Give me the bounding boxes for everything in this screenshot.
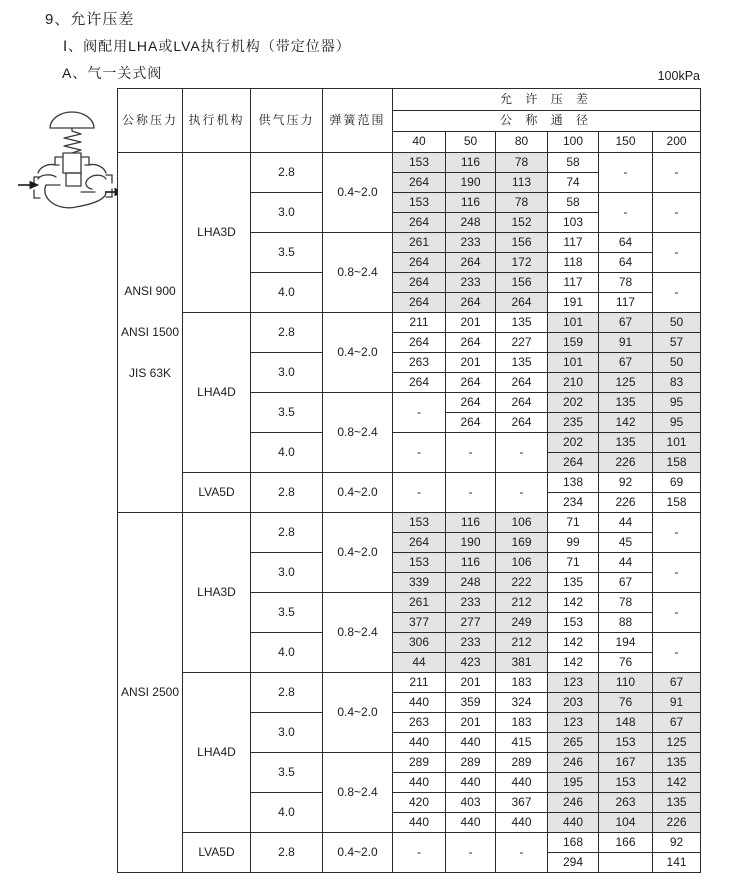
value-cell: 261 <box>393 593 446 613</box>
value-cell: 263 <box>393 713 446 733</box>
valve-diagram <box>10 95 125 220</box>
value-cell: - <box>446 433 496 473</box>
supply-pressure-cell: 2.8 <box>251 833 323 873</box>
value-cell: 246 <box>548 793 599 813</box>
pressure-table <box>117 88 701 873</box>
value-cell: 264 <box>393 293 446 313</box>
supply-pressure-cell: 3.5 <box>251 393 323 433</box>
value-cell: 440 <box>393 733 446 753</box>
value-cell: - <box>393 433 446 473</box>
value-cell: 381 <box>496 653 548 673</box>
value-cell: 116 <box>446 153 496 173</box>
value-cell: 212 <box>496 593 548 613</box>
value-cell: 153 <box>599 733 653 753</box>
value-cell: 95 <box>653 413 701 433</box>
value-cell: 226 <box>599 453 653 473</box>
value-cell: - <box>653 513 701 553</box>
value-cell: 153 <box>548 613 599 633</box>
value-cell: 135 <box>548 573 599 593</box>
value-cell: 64 <box>599 253 653 273</box>
value-cell: 58 <box>548 153 599 173</box>
value-cell: 367 <box>496 793 548 813</box>
value-cell: 159 <box>548 333 599 353</box>
supply-pressure-cell: 3.0 <box>251 553 323 593</box>
header-actuator: 执行机构 <box>183 89 251 153</box>
value-cell: 101 <box>548 353 599 373</box>
value-cell: 57 <box>653 333 701 353</box>
value-cell: 339 <box>393 573 446 593</box>
value-cell: 125 <box>653 733 701 753</box>
header-nominal-diameter: 公 称 通 径 <box>393 111 701 132</box>
spring-range-cell: 0.8~2.4 <box>323 593 393 673</box>
pressure-class-cell <box>118 153 183 513</box>
value-cell: 194 <box>599 633 653 653</box>
value-cell: 440 <box>446 813 496 833</box>
value-cell: 138 <box>548 473 599 493</box>
value-cell: 142 <box>548 593 599 613</box>
value-cell: 106 <box>496 513 548 533</box>
supply-pressure-cell: 2.8 <box>251 673 323 713</box>
value-cell: - <box>599 153 653 193</box>
value-cell: 135 <box>496 353 548 373</box>
value-cell: 106 <box>496 553 548 573</box>
value-cell: 264 <box>496 413 548 433</box>
supply-pressure-cell: 4.0 <box>251 433 323 473</box>
value-cell: 289 <box>446 753 496 773</box>
value-cell: 113 <box>496 173 548 193</box>
actuator-cell: LHA4D <box>183 313 251 473</box>
value-cell: 78 <box>599 273 653 293</box>
supply-pressure-cell: 3.5 <box>251 233 323 273</box>
value-cell: 183 <box>496 673 548 693</box>
header-size-100: 100 <box>548 132 599 153</box>
value-cell: 440 <box>446 773 496 793</box>
value-cell: 233 <box>446 593 496 613</box>
value-cell: 152 <box>496 213 548 233</box>
value-cell: 264 <box>393 253 446 273</box>
pressure-class-label: ANSI 2500 <box>120 685 180 699</box>
value-cell: 264 <box>393 273 446 293</box>
value-cell: 264 <box>496 373 548 393</box>
value-cell: 195 <box>548 773 599 793</box>
pressure-class-label: JIS 63K <box>128 366 172 380</box>
value-cell: 201 <box>446 313 496 333</box>
value-cell: 44 <box>599 513 653 533</box>
value-cell: 167 <box>599 753 653 773</box>
value-cell: 227 <box>496 333 548 353</box>
value-cell: 45 <box>599 533 653 553</box>
value-cell: 212 <box>496 633 548 653</box>
value-cell: - <box>446 473 496 513</box>
value-cell: 202 <box>548 433 599 453</box>
value-cell: 211 <box>393 673 446 693</box>
value-cell: 264 <box>446 253 496 273</box>
value-cell: - <box>496 473 548 513</box>
header-size-50: 50 <box>446 132 496 153</box>
value-cell: 169 <box>496 533 548 553</box>
value-cell: 44 <box>393 653 446 673</box>
value-cell: 264 <box>446 393 496 413</box>
value-cell: 67 <box>599 573 653 593</box>
spring-range-cell: 0.4~2.0 <box>323 313 393 393</box>
supply-pressure-cell: 2.8 <box>251 313 323 353</box>
value-cell: 264 <box>393 533 446 553</box>
unit-label: 100kPa <box>657 69 700 83</box>
supply-pressure-cell: 2.8 <box>251 513 323 553</box>
value-cell: 264 <box>548 453 599 473</box>
pressure-class-label: ANSI 1500 <box>120 325 180 339</box>
value-cell: 289 <box>393 753 446 773</box>
value-cell: 289 <box>496 753 548 773</box>
actuator-cell: LVA5D <box>183 473 251 513</box>
air-to-close-valve-icon <box>10 95 125 220</box>
value-cell <box>599 853 653 873</box>
value-cell: - <box>599 193 653 233</box>
actuator-cell: LVA5D <box>183 833 251 873</box>
value-cell: 67 <box>653 713 701 733</box>
value-cell: 294 <box>548 853 599 873</box>
value-cell: 440 <box>393 773 446 793</box>
actuator-cell: LHA4D <box>183 673 251 833</box>
value-cell: 264 <box>446 413 496 433</box>
value-cell: 91 <box>653 693 701 713</box>
spring-range-cell: 0.8~2.4 <box>323 393 393 473</box>
value-cell: 142 <box>548 633 599 653</box>
value-cell: 156 <box>496 273 548 293</box>
header-supply-pressure: 供气压力 <box>251 89 323 153</box>
supply-pressure-cell: 3.5 <box>251 593 323 633</box>
value-cell: 246 <box>548 753 599 773</box>
value-cell: 67 <box>599 313 653 333</box>
value-cell: 148 <box>599 713 653 733</box>
value-cell: 191 <box>548 293 599 313</box>
value-cell: 135 <box>653 753 701 773</box>
value-cell: 201 <box>446 713 496 733</box>
value-cell: 141 <box>653 853 701 873</box>
header-size-40: 40 <box>393 132 446 153</box>
value-cell: 233 <box>446 233 496 253</box>
value-cell: 118 <box>548 253 599 273</box>
header-size-200: 200 <box>653 132 701 153</box>
value-cell: 67 <box>653 673 701 693</box>
value-cell: 78 <box>496 193 548 213</box>
value-cell: 50 <box>653 353 701 373</box>
value-cell: 190 <box>446 533 496 553</box>
pressure-class-cell <box>118 513 183 873</box>
value-cell: 58 <box>548 193 599 213</box>
value-cell: 263 <box>599 793 653 813</box>
value-cell: 264 <box>446 333 496 353</box>
value-cell: 403 <box>446 793 496 813</box>
value-cell: 172 <box>496 253 548 273</box>
supply-pressure-cell: 4.0 <box>251 633 323 673</box>
spring-range-cell: 0.4~2.0 <box>323 153 393 233</box>
supply-pressure-cell: 3.0 <box>251 193 323 233</box>
value-cell: 78 <box>496 153 548 173</box>
supply-pressure-cell: 2.8 <box>251 473 323 513</box>
value-cell: 67 <box>599 353 653 373</box>
value-cell: - <box>653 273 701 313</box>
value-cell: 249 <box>496 613 548 633</box>
value-cell: 117 <box>548 273 599 293</box>
value-cell: 211 <box>393 313 446 333</box>
value-cell: 248 <box>446 213 496 233</box>
value-cell: 222 <box>496 573 548 593</box>
value-cell: 91 <box>599 333 653 353</box>
value-cell: 153 <box>393 153 446 173</box>
value-cell: 265 <box>548 733 599 753</box>
value-cell: 123 <box>548 673 599 693</box>
spring-range-cell: 0.4~2.0 <box>323 473 393 513</box>
page-subtitle-valve-type: A、气一关式阀 <box>62 65 163 81</box>
value-cell: 142 <box>599 413 653 433</box>
supply-pressure-cell: 3.0 <box>251 713 323 753</box>
value-cell: - <box>653 233 701 273</box>
value-cell: 153 <box>393 553 446 573</box>
header-allowable-dp: 允 许 压 差 <box>393 89 701 111</box>
value-cell: 440 <box>496 773 548 793</box>
value-cell: 117 <box>599 293 653 313</box>
value-cell: 264 <box>496 293 548 313</box>
value-cell: 156 <box>496 233 548 253</box>
spring-range-cell: 0.8~2.4 <box>323 233 393 313</box>
value-cell: 158 <box>653 453 701 473</box>
value-cell: 261 <box>393 233 446 253</box>
value-cell: 201 <box>446 673 496 693</box>
value-cell: 190 <box>446 173 496 193</box>
value-cell: 263 <box>393 353 446 373</box>
pressure-class-label: ANSI 900 <box>124 284 176 298</box>
value-cell: 440 <box>548 813 599 833</box>
value-cell: 103 <box>548 213 599 233</box>
value-cell: 277 <box>446 613 496 633</box>
value-cell: 168 <box>548 833 599 853</box>
value-cell: 83 <box>653 373 701 393</box>
supply-pressure-cell: 4.0 <box>251 273 323 313</box>
value-cell: - <box>446 833 496 873</box>
value-cell: 440 <box>393 693 446 713</box>
value-cell: 324 <box>496 693 548 713</box>
value-cell: 202 <box>548 393 599 413</box>
value-cell: 203 <box>548 693 599 713</box>
header-spring-range: 弹簧范围 <box>323 89 393 153</box>
value-cell: 110 <box>599 673 653 693</box>
actuator-cell: LHA3D <box>183 513 251 673</box>
value-cell: 183 <box>496 713 548 733</box>
value-cell: 377 <box>393 613 446 633</box>
header-size-80: 80 <box>496 132 548 153</box>
value-cell: 135 <box>653 793 701 813</box>
value-cell: 125 <box>599 373 653 393</box>
value-cell: 69 <box>653 473 701 493</box>
value-cell: 153 <box>393 513 446 533</box>
value-cell: - <box>393 473 446 513</box>
value-cell: 142 <box>548 653 599 673</box>
value-cell: 264 <box>393 373 446 393</box>
value-cell: 116 <box>446 513 496 533</box>
value-cell: 135 <box>496 313 548 333</box>
value-cell: - <box>653 153 701 193</box>
value-cell: 74 <box>548 173 599 193</box>
value-cell: 135 <box>599 393 653 413</box>
value-cell: - <box>653 593 701 633</box>
supply-pressure-cell: 2.8 <box>251 153 323 193</box>
value-cell: - <box>653 633 701 673</box>
value-cell: - <box>653 193 701 233</box>
value-cell: 104 <box>599 813 653 833</box>
value-cell: 210 <box>548 373 599 393</box>
value-cell: 71 <box>548 513 599 533</box>
value-cell: 440 <box>393 813 446 833</box>
value-cell: - <box>496 433 548 473</box>
value-cell: 440 <box>496 813 548 833</box>
value-cell: 71 <box>548 553 599 573</box>
value-cell: 440 <box>446 733 496 753</box>
value-cell: 233 <box>446 273 496 293</box>
value-cell: 101 <box>548 313 599 333</box>
value-cell: 226 <box>653 813 701 833</box>
value-cell: 201 <box>446 353 496 373</box>
value-cell: 264 <box>393 333 446 353</box>
value-cell: 423 <box>446 653 496 673</box>
spring-range-cell: 0.4~2.0 <box>323 513 393 593</box>
value-cell: 264 <box>446 373 496 393</box>
value-cell: 123 <box>548 713 599 733</box>
value-cell: - <box>496 833 548 873</box>
value-cell: - <box>653 553 701 593</box>
page-title: 9、允许压差 <box>45 11 135 28</box>
value-cell: 420 <box>393 793 446 813</box>
value-cell: 264 <box>446 293 496 313</box>
value-cell: 44 <box>599 553 653 573</box>
value-cell: 226 <box>599 493 653 513</box>
supply-pressure-cell: 3.5 <box>251 753 323 793</box>
value-cell: 233 <box>446 633 496 653</box>
value-cell: 92 <box>599 473 653 493</box>
header-size-150: 150 <box>599 132 653 153</box>
spring-range-cell: 0.8~2.4 <box>323 753 393 833</box>
spring-range-cell: 0.4~2.0 <box>323 833 393 873</box>
value-cell: 264 <box>393 173 446 193</box>
value-cell: 64 <box>599 233 653 253</box>
value-cell: 116 <box>446 553 496 573</box>
value-cell: 248 <box>446 573 496 593</box>
spring-range-cell: 0.4~2.0 <box>323 673 393 753</box>
value-cell: 153 <box>393 193 446 213</box>
value-cell: 359 <box>446 693 496 713</box>
value-cell: 306 <box>393 633 446 653</box>
value-cell: 234 <box>548 493 599 513</box>
page-subtitle-actuator: Ⅰ、阀配用LHA或LVA执行机构（带定位器） <box>63 38 351 54</box>
value-cell: - <box>393 393 446 433</box>
value-cell: 158 <box>653 493 701 513</box>
value-cell: 153 <box>599 773 653 793</box>
value-cell: 50 <box>653 313 701 333</box>
value-cell: 76 <box>599 653 653 673</box>
supply-pressure-cell: 3.0 <box>251 353 323 393</box>
value-cell: 264 <box>496 393 548 413</box>
header-nominal-pressure: 公称压力 <box>118 89 183 153</box>
value-cell: 117 <box>548 233 599 253</box>
supply-pressure-cell: 4.0 <box>251 793 323 833</box>
value-cell: 142 <box>653 773 701 793</box>
value-cell: 166 <box>599 833 653 853</box>
value-cell: 76 <box>599 693 653 713</box>
value-cell: 95 <box>653 393 701 413</box>
value-cell: 78 <box>599 593 653 613</box>
value-cell: 264 <box>393 213 446 233</box>
value-cell: 101 <box>653 433 701 453</box>
value-cell: - <box>393 833 446 873</box>
value-cell: 88 <box>599 613 653 633</box>
value-cell: 415 <box>496 733 548 753</box>
value-cell: 116 <box>446 193 496 213</box>
actuator-cell: LHA3D <box>183 153 251 313</box>
value-cell: 99 <box>548 533 599 553</box>
value-cell: 235 <box>548 413 599 433</box>
value-cell: 92 <box>653 833 701 853</box>
value-cell: 135 <box>599 433 653 453</box>
